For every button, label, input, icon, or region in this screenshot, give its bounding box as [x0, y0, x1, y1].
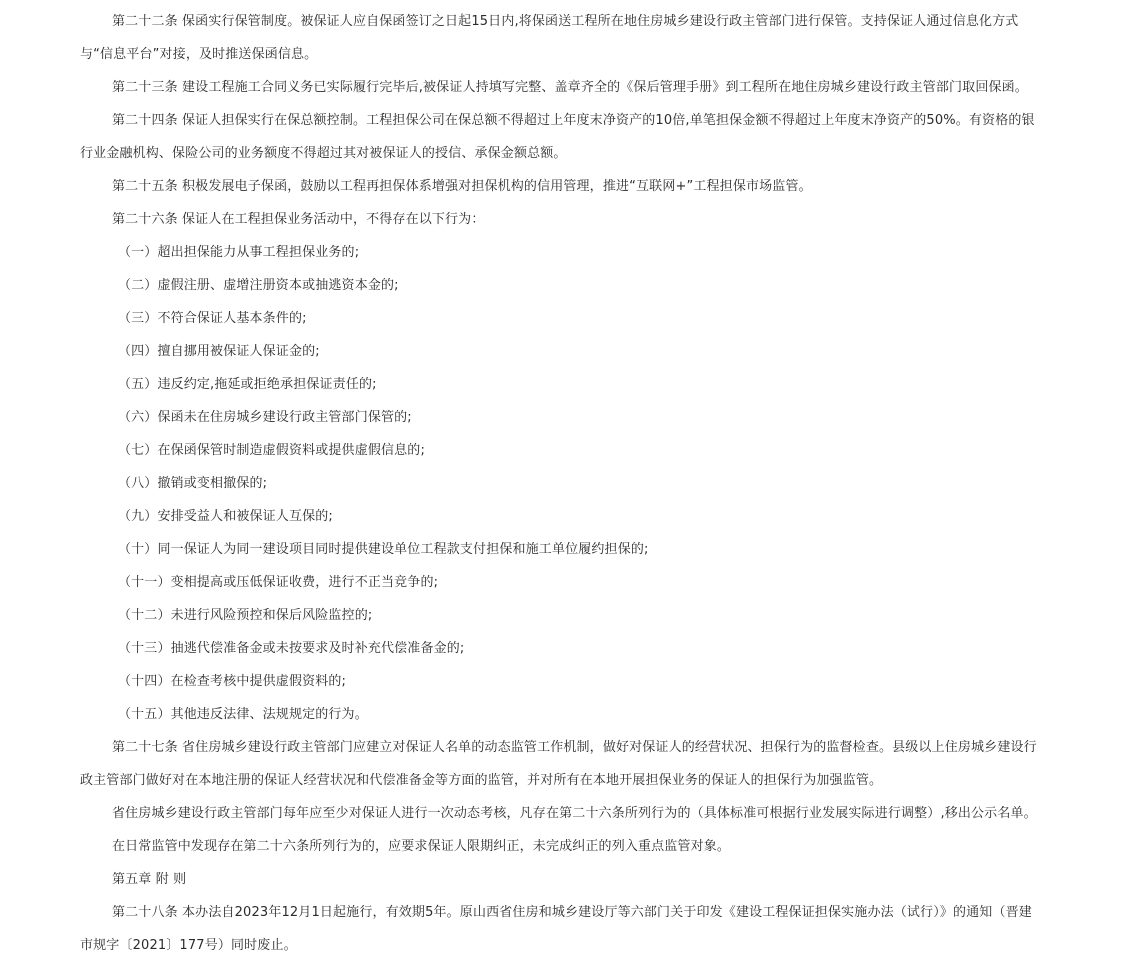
chapter-heading: 第五章 附 则 [112, 872, 187, 887]
list-item: （十）同一保证人为同一建设项目同时提供建设单位工程款支付担保和施工单位履约担保的; [118, 542, 649, 557]
list-item: （八）撤销或变相撤保的; [118, 476, 268, 491]
list-item: （四）擅自挪用被保证人保证金的; [118, 344, 320, 359]
article-27-paragraph-3: 在日常监管中发现存在第二十六条所列行为的，应要求保证人限期纠正，未完成纠正的列入重点监管对象。 [112, 839, 731, 854]
list-item: （六）保函未在住房城乡建设行政主管部门保管的; [118, 410, 412, 425]
list-item: （十三）抽逃代偿准备金或未按要求及时补充代偿准备金的; [118, 641, 465, 656]
list-item: （十二）未进行风险预控和保后风险监控的; [118, 608, 373, 623]
list-item: （二）虚假注册、虚增注册资本或抽逃资本金的; [118, 278, 399, 293]
list-item: （十四）在检查考核中提供虚假资料的; [118, 674, 347, 689]
article-25: 第二十五条 积极发展电子保函，鼓励以工程再担保体系增强对担保机构的信用管理，推进“互联网+”工程担保市场监管。 [112, 179, 812, 194]
article-24: 第二十四条 保证人担保实行在保总额控制。工程担保公司在保总额不得超过上年度末净资产的10倍,单笔担保金额不得超过上年度末净资产的50%。有资格的银行业金融机构、保险公司的业务额度不得超过其对被保证人的授信、承保金额总额。 [80, 113, 1035, 161]
article-26: 第二十六条 保证人在工程担保业务活动中，不得存在以下行为： [112, 212, 485, 227]
article-23: 第二十三条 建设工程施工合同义务已实际履行完毕后,被保证人持填写完整、盖章齐全的《保后管理手册》到工程所在地住房城乡建设行政主管部门取回保函。 [112, 80, 1028, 95]
article-27: 第二十七条 省住房城乡建设行政主管部门应建立对保证人名单的动态监管工作机制，做好对保证人的经营状况、担保行为的监督检查。县级以上住房城乡建设行政主管部门做好对在本地注册的保证人经营状况和代偿准备金等方面的监管，并对所有在本地开展担保业务的保证人的担保行为加强监管。 [80, 740, 1037, 788]
list-item: （十一）变相提高或压低保证收费，进行不正当竞争的; [118, 575, 439, 590]
list-item: （三）不符合保证人基本条件的; [118, 311, 307, 326]
article-28: 第二十八条 本办法自2023年12月1日起施行，有效期5年。原山西省住房和城乡建设厅等六部门关于印发《建设工程保证担保实施办法（试行）》的通知（晋建市规字〔2021〕177号）同时废止。 [80, 905, 1032, 953]
list-item: （九）安排受益人和被保证人互保的; [118, 509, 333, 524]
list-item: （五）违反约定,拖延或拒绝承担保证责任的; [118, 377, 377, 392]
article-22: 第二十二条 保函实行保管制度。被保证人应自保函签订之日起15日内,将保函送工程所在地住房城乡建设行政主管部门进行保管。支持保证人通过信息化方式与“信息平台”对接，及时推送保函信息。 [80, 14, 1019, 62]
article-27-paragraph-2: 省住房城乡建设行政主管部门每年应至少对保证人进行一次动态考核，凡存在第二十六条所列行为的（具体标准可根据行业发展实际进行调整）,移出公示名单。 [112, 806, 1037, 821]
list-item: （一）超出担保能力从事工程担保业务的; [118, 245, 360, 260]
list-item: （十五）其他违反法律、法规规定的行为。 [118, 707, 368, 722]
list-item: （七）在保函保管时制造虚假资料或提供虚假信息的; [118, 443, 425, 458]
